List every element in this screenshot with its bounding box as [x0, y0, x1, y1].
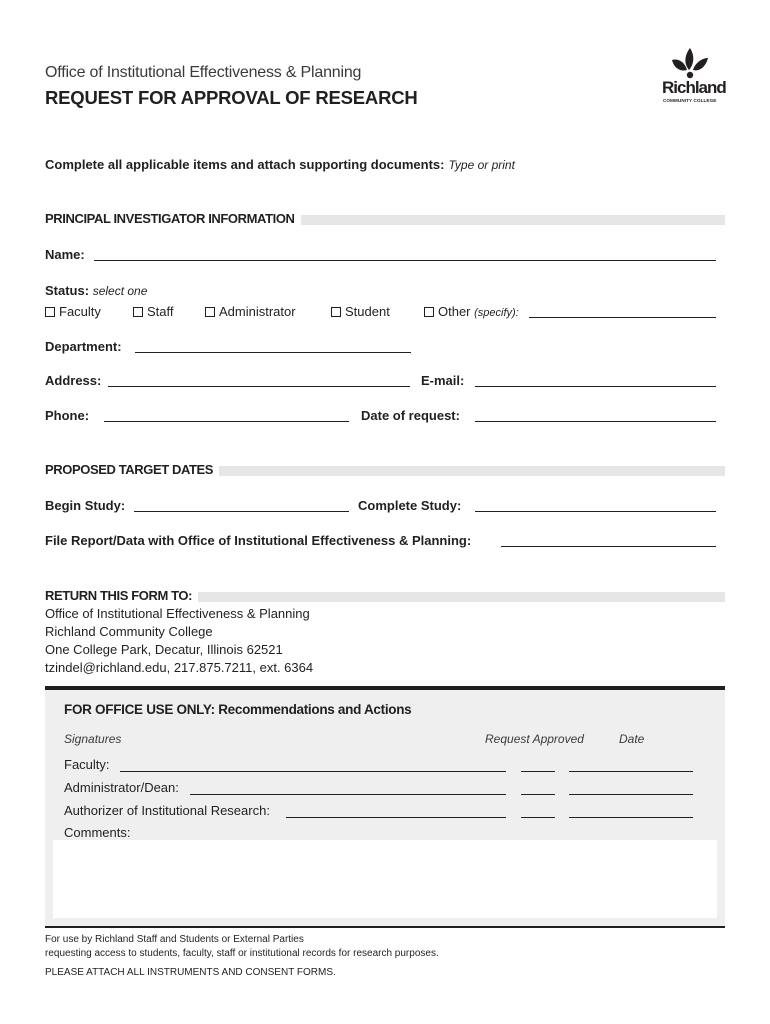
office-name: Office of Institutional Effectiveness & Planning: [45, 64, 362, 81]
name-field[interactable]: [94, 260, 716, 261]
return-line: Office of Institutional Effectiveness & Planning: [45, 606, 310, 621]
department-field[interactable]: [135, 352, 411, 353]
footer-line-1: For use by Richland Staff and Students or External Parties: [45, 934, 304, 945]
return-address: [45, 605, 313, 677]
name-label: Name:: [45, 247, 85, 262]
return-heading-label: RETURN THIS FORM TO:: [45, 588, 198, 603]
date-request-field[interactable]: [475, 421, 716, 422]
date-column-label: Date: [619, 732, 645, 746]
footer-line-3: PLEASE ATTACH ALL INSTRUMENTS AND CONSENT FORMS.: [45, 967, 336, 978]
leaf-icon: [660, 44, 730, 80]
instructions: [45, 157, 515, 172]
logo-subtext: COMMUNITY COLLEGE: [663, 98, 717, 103]
file-report-row: [45, 533, 471, 548]
status-staff-option[interactable]: Staff: [133, 304, 174, 319]
begin-study-label: Begin Study:: [45, 498, 126, 513]
checkbox-icon[interactable]: [331, 307, 341, 317]
signatures-label: Signatures: [64, 732, 122, 746]
checkbox-icon[interactable]: [45, 307, 55, 317]
file-report-label: File Report/Data with Office of Institutional Effectiveness & Planning:: [45, 533, 472, 548]
address-field[interactable]: [108, 386, 410, 387]
status-administrator-option[interactable]: Administrator: [205, 304, 296, 319]
date-request-label: Date of request:: [361, 408, 460, 423]
status-hint: select one: [92, 284, 148, 298]
logo-text: Richland: [662, 78, 726, 97]
target-heading-label: PROPOSED TARGET DATES: [45, 462, 219, 477]
phone-label: Phone:: [45, 408, 90, 423]
comments-label: Comments:: [64, 825, 131, 840]
authorizer-date-field[interactable]: [569, 817, 693, 818]
complete-study-row: [358, 498, 461, 513]
instructions-hint: Type or print: [448, 158, 515, 172]
admin-approved-field[interactable]: [521, 794, 555, 795]
phone-field[interactable]: [104, 421, 349, 422]
target-section-heading: [45, 462, 725, 477]
status-faculty-option[interactable]: Faculty: [45, 304, 101, 319]
college-logo: [660, 44, 730, 116]
phone-row: [45, 408, 89, 423]
request-approved-label: Request Approved: [485, 732, 584, 746]
admin-sig-field[interactable]: [190, 794, 506, 795]
principal-section-heading: [45, 211, 725, 226]
begin-study-field[interactable]: [134, 511, 349, 512]
file-report-field[interactable]: [501, 546, 716, 547]
status-row: [45, 283, 147, 298]
form-title: REQUEST FOR APPROVAL OF RESEARCH: [45, 87, 418, 108]
email-row: [421, 373, 464, 388]
complete-study-field[interactable]: [475, 511, 716, 512]
status-label: Status:: [45, 283, 90, 298]
email-label: E-mail:: [421, 373, 465, 388]
email-field[interactable]: [475, 386, 716, 387]
faculty-sig-label: Faculty:: [64, 757, 110, 772]
checkbox-icon[interactable]: [133, 307, 143, 317]
office-use-box: [45, 686, 725, 928]
other-specify-field[interactable]: [529, 317, 716, 318]
faculty-approved-field[interactable]: [521, 771, 555, 772]
return-line: One College Park, Decatur, Illinois 62521: [45, 642, 283, 657]
complete-study-label: Complete Study:: [358, 498, 462, 513]
return-line: Richland Community College: [45, 624, 213, 639]
office-use-heading: FOR OFFICE USE ONLY: Recommendations and Actions: [64, 702, 412, 717]
instructions-main: Complete all applicable items and attach supporting documents:: [45, 157, 445, 172]
principal-heading-label: PRINCIPAL INVESTIGATOR INFORMATION: [45, 211, 301, 226]
department-row: [45, 339, 122, 354]
comments-field[interactable]: [53, 840, 717, 918]
faculty-sig-field[interactable]: [120, 771, 506, 772]
return-line: tzindel@richland.edu, 217.875.7211, ext. 6364: [45, 660, 314, 675]
authorizer-approved-field[interactable]: [521, 817, 555, 818]
authorizer-sig-label: Authorizer of Institutional Research:: [64, 803, 270, 818]
address-label: Address:: [45, 373, 102, 388]
checkbox-icon[interactable]: [205, 307, 215, 317]
admin-date-field[interactable]: [569, 794, 693, 795]
status-student-option[interactable]: Student: [331, 304, 390, 319]
name-row: [45, 247, 85, 262]
footer-line-2: requesting access to students, faculty, staff or institutional records for research purposes.: [45, 948, 439, 959]
other-specify-hint: (specify):: [474, 307, 519, 319]
date-request-row: [361, 408, 460, 423]
status-other-option[interactable]: Other (specify):: [424, 304, 519, 319]
faculty-date-field[interactable]: [569, 771, 693, 772]
admin-sig-label: Administrator/Dean:: [64, 780, 179, 795]
address-row: [45, 373, 101, 388]
begin-study-row: [45, 498, 125, 513]
return-section-heading: [45, 588, 725, 603]
authorizer-sig-field[interactable]: [286, 817, 506, 818]
department-label: Department:: [45, 339, 122, 354]
checkbox-icon[interactable]: [424, 307, 434, 317]
